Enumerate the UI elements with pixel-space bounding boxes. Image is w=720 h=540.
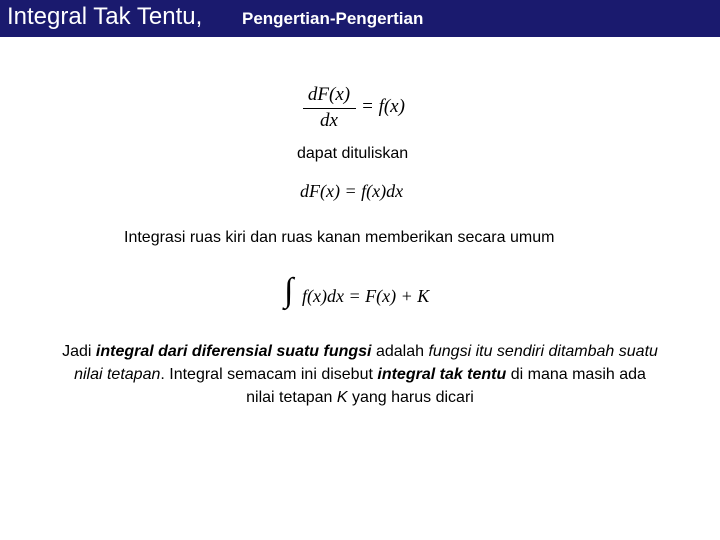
integral-body: f(x)dx = F(x) + K [302,286,430,306]
conclusion-emphasis-fungsi: fungsi itu sendiri ditambah suatu nilai tetapan [74,343,658,383]
conclusion-part-3: adalah [371,343,429,360]
conclusion-part-1: Jadi [62,343,96,360]
slide-title: Integral Tak Tentu, [7,3,203,30]
conclusion-emphasis-integral-tak-tentu: integral tak tentu [377,366,507,383]
conclusion-emphasis-integral-diferensial: integral dari diferensial suatu fungsi [95,343,372,360]
text-dapat-dituliskan: dapat dituliskan [297,145,409,162]
conclusion-part-9: yang harus dicari [347,389,474,406]
slide-subtitle: Pengertian-Pengertian [242,9,424,28]
conclusion-constant-k: K [336,389,348,406]
equation-differential: dF(x) = f(x)dx [300,181,404,201]
fraction-denominator: dx [320,110,338,131]
text-integrasi: Integrasi ruas kiri dan ruas kanan memberikan secara umum [124,229,555,246]
integral-sign-icon: ∫ [284,272,294,309]
conclusion-part-5: . Integral semacam ini disebut [160,366,378,383]
title-bar [0,0,720,37]
conclusion-paragraph [60,340,660,409]
fraction-numerator: dF(x) [307,84,351,105]
conclusion-part-7: di mana masih ada nilai tetapan [246,366,646,406]
equation-rhs: = f(x) [361,96,405,117]
